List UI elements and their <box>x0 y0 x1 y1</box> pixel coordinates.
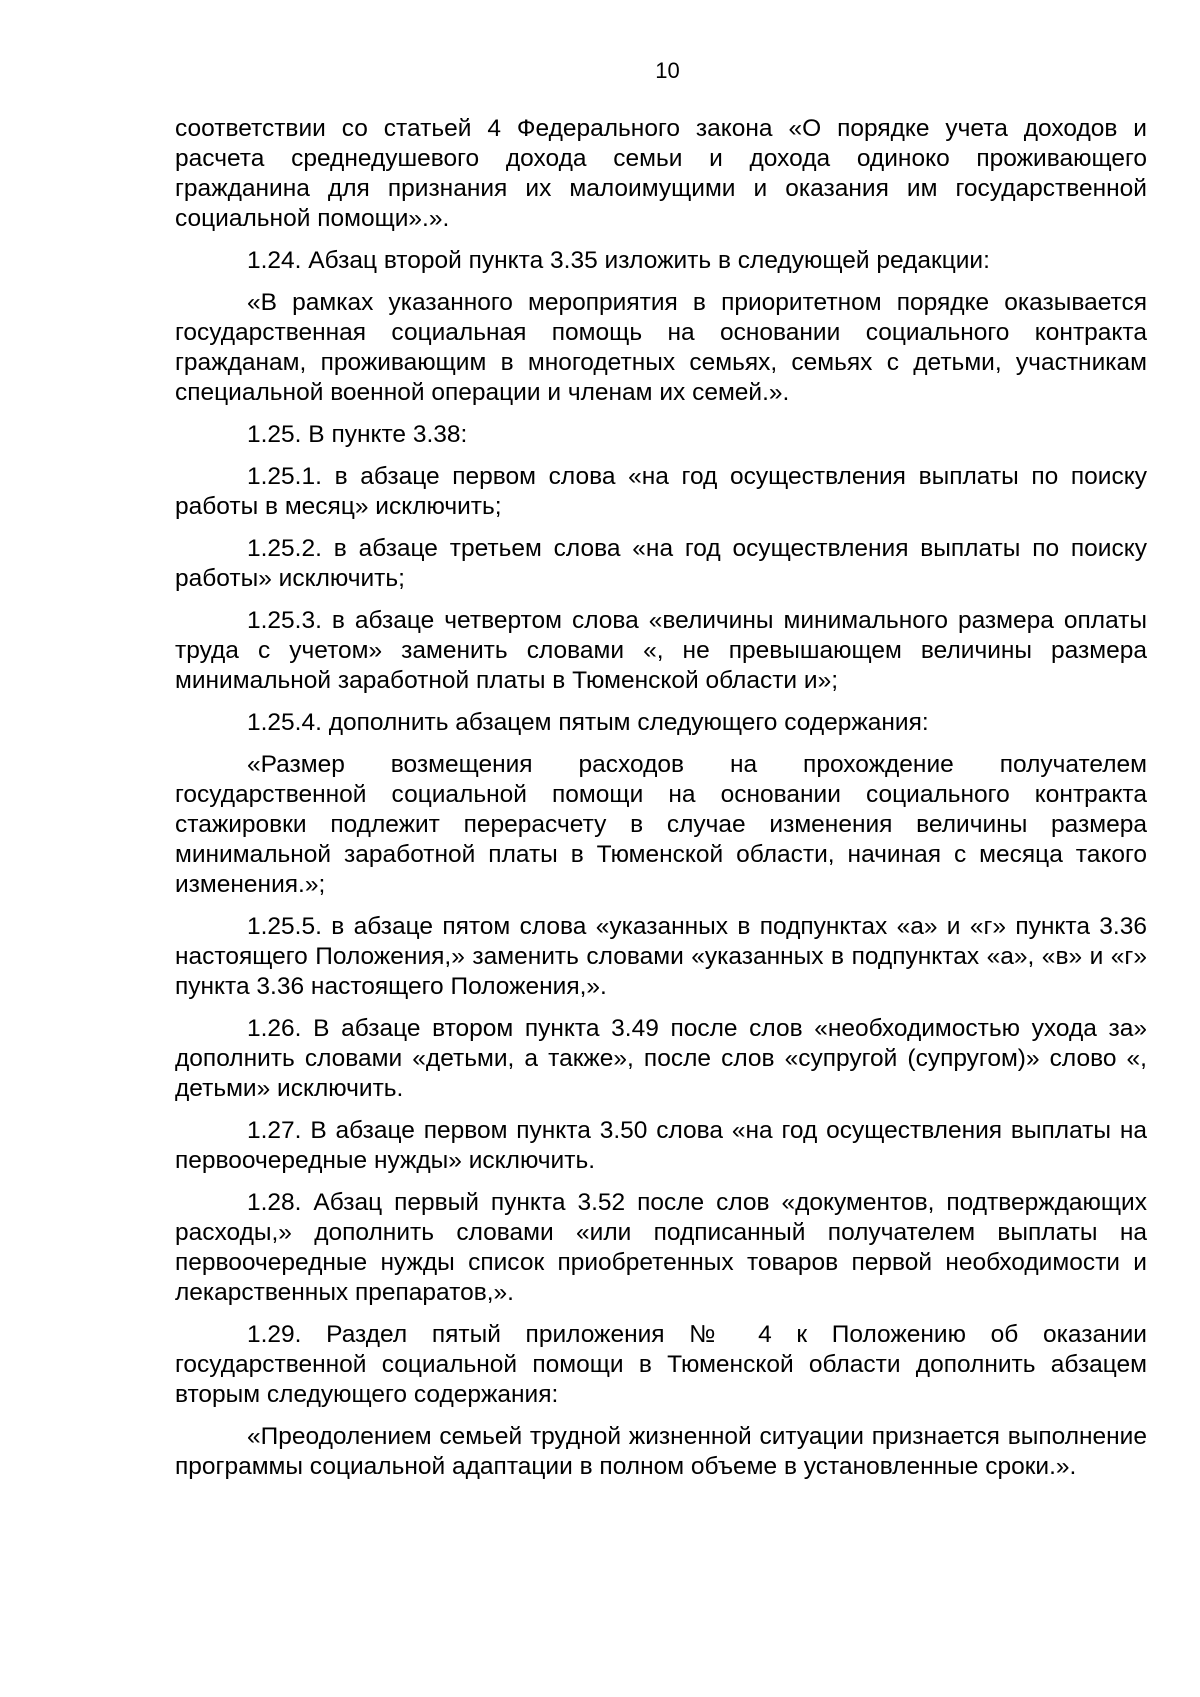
document-body <box>175 114 1147 1494</box>
paragraph-1-25-1: 1.25.1. в абзаце первом слова «на год осуществления выплаты по поиску работы в месяц» исключить; <box>175 463 1147 520</box>
paragraph-1-27: 1.27. В абзаце первом пункта 3.50 слова «на год осуществления выплаты на первоочередные нужды» исключить. <box>175 1117 1147 1174</box>
paragraph-1-25-4: 1.25.4. дополнить абзацем пятым следующего содержания: <box>247 709 929 736</box>
paragraph-1-29-quote: «Преодолением семьей трудной жизненной ситуации признается выполнение программы социальной адаптации в полном объеме в установленные сроки.». <box>175 1423 1147 1480</box>
paragraph-1-25: 1.25. В пункте 3.38: <box>247 421 468 448</box>
paragraph-1-26: 1.26. В абзаце втором пункта 3.49 после слов «необходимостью ухода за» дополнить словами «детьми, а также», после слов «супругой (супругом)» слово «, детьми» исключить. <box>175 1015 1147 1102</box>
paragraph-1-29: 1.29. Раздел пятый приложения № 4 к Положению об оказании государственной социальной помощи в Тюменской области дополнить абзацем вторым следующего содержания: <box>175 1321 1147 1408</box>
paragraph-continuation: соответствии со статьей 4 Федерального закона «О порядке учета доходов и расчета среднедушевого дохода семьи и дохода одиноко проживающего гражданина для признания их малоимущими и оказания им государственной социальной помощи».». <box>175 115 1147 232</box>
paragraph-1-24: 1.24. Абзац второй пункта 3.35 изложить в следующей редакции: <box>247 247 990 274</box>
paragraph-1-25-2: 1.25.2. в абзаце третьем слова «на год осуществления выплаты по поиску работы» исключить; <box>175 535 1147 592</box>
paragraph-1-25-5: 1.25.5. в абзаце пятом слова «указанных в подпунктах «а» и «г» пункта 3.36 настоящего Положения,» заменить словами «указанных в подпунктах «а», «в» и «г» пункта 3.36 настоящего Положения,». <box>175 913 1147 1000</box>
paragraph-1-25-4-quote: «Размер возмещения расходов на прохождение получателем государственной социальной помощи на основании социального контракта стажировки подлежит перерасчету в случае изменения величины размера минимальной заработной платы в Тюменской области, начиная с месяца такого изменения.»; <box>175 751 1147 898</box>
paragraph-1-28: 1.28. Абзац первый пункта 3.52 после слов «документов, подтверждающих расходы,» дополнить словами «или подписанный получателем выплаты на первоочередные нужды список приобретенных товаров первой необходимости и лекарственных препаратов,». <box>175 1189 1147 1306</box>
paragraph-1-25-3: 1.25.3. в абзаце четвертом слова «величины минимального размера оплаты труда с учетом» заменить словами «, не превышающем величины размера минимальной заработной платы в Тюменской области и»; <box>175 607 1147 694</box>
page-number: 10 <box>655 58 680 83</box>
paragraph-1-24-quote: «В рамках указанного мероприятия в приоритетном порядке оказывается государственная социальная помощь на основании социального контракта гражданам, проживающим в многодетных семьях, семьях с детьми, участникам специальной военной операции и членам их семей.». <box>175 289 1147 406</box>
